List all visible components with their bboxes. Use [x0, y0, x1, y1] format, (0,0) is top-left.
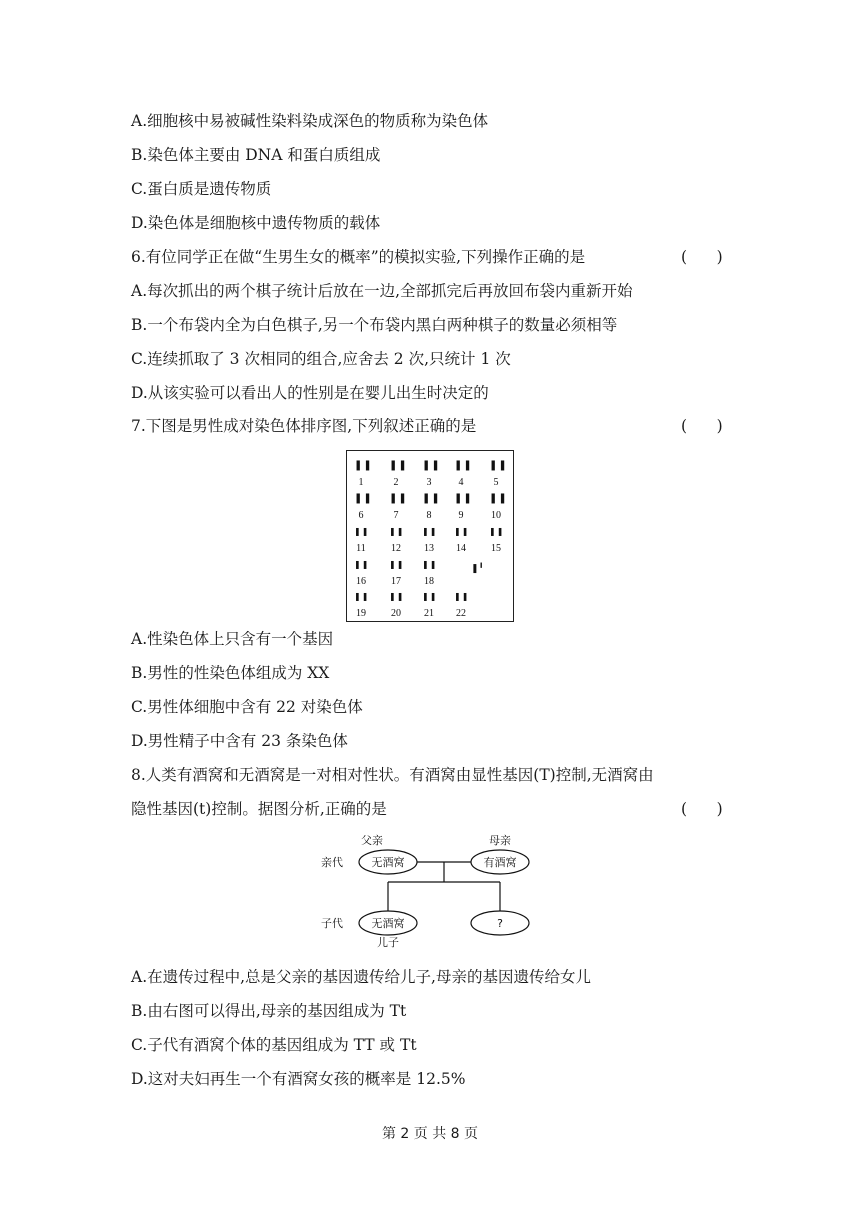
chromosome-pair-6: ❚❚ [354, 493, 373, 504]
karyotype-figure [346, 450, 514, 622]
chromosome-pair-20: ❚❚ [389, 592, 405, 601]
chromosome-number-6: 6 [358, 510, 364, 521]
q5-option-c: C.蛋白质是遗传物质 [131, 180, 272, 198]
q8-answer-paren: ( ) [681, 800, 723, 818]
chromosome-pair-12: ❚❚ [389, 527, 405, 536]
q8-option-a: A.在遗传过程中,总是父亲的基因遗传给儿子,母亲的基因遗传给女儿 [131, 968, 591, 986]
chromosome-number-1: 1 [358, 477, 364, 488]
q8-stem-line1: 8.人类有酒窝和无酒窝是一对相对性状。有酒窝由显性基因(T)控制,无酒窝由 [131, 766, 654, 784]
chromosome-number-22: 22 [456, 608, 466, 619]
chromosome-pair-19: ❚❚ [354, 592, 370, 601]
q6-answer-paren: ( ) [681, 248, 723, 266]
q7-option-c: C.男性体细胞中含有 22 对染色体 [131, 698, 363, 716]
chromosome-pair-2: ❚❚ [389, 460, 408, 471]
q8-stem-line2: 隐性基因(t)控制。据图分析,正确的是 [131, 800, 387, 818]
chromosome-number-2: 2 [393, 477, 399, 488]
q8-option-b: B.由右图可以得出,母亲的基因组成为 Tt [131, 1002, 407, 1020]
q6-option-d: D.从该实验可以看出人的性别是在婴儿出生时决定的 [131, 384, 489, 402]
q7-option-d: D.男性精子中含有 23 条染色体 [131, 732, 348, 750]
q7-option-a: A.性染色体上只含有一个基因 [131, 630, 334, 648]
q5-option-d: D.染色体是细胞核中遗传物质的载体 [131, 214, 381, 232]
chromosome-number-20: 20 [391, 608, 401, 619]
chromosome-pair-22: ❚❚ [454, 592, 470, 601]
chromosome-pair-18: ❚❚ [422, 560, 438, 569]
chromosome-number-17: 17 [391, 576, 401, 587]
chromosome-number-16: 16 [356, 576, 366, 587]
chromosome-pair-17: ❚❚ [389, 560, 405, 569]
q5-option-a: A.细胞核中易被碱性染料染成深色的物质称为染色体 [131, 112, 489, 130]
chromosome-number-4: 4 [458, 477, 464, 488]
chromosome-pair-11: ❚❚ [354, 527, 370, 536]
chromosome-pair-4: ❚❚ [454, 460, 473, 471]
q8-option-c: C.子代有酒窝个体的基因组成为 TT 或 Tt [131, 1036, 417, 1054]
page-footer: 第 2 页 共 8 页 [381, 1126, 479, 1142]
chromosome-pair-9: ❚❚ [454, 493, 473, 504]
chromosome-number-3: 3 [426, 477, 432, 488]
chromosome-number-21: 21 [424, 608, 434, 619]
chromosome-number-18: 18 [424, 576, 434, 587]
chromosome-number-15: 15 [491, 543, 501, 554]
chromosome-pair-3: ❚❚ [422, 460, 441, 471]
chromosome-number-9: 9 [458, 510, 464, 521]
chromosome-pair-7: ❚❚ [389, 493, 408, 504]
chromosome-number-8: 8 [426, 510, 432, 521]
q8-option-d: D.这对夫妇再生一个有酒窝女孩的概率是 12.5% [131, 1070, 466, 1088]
chromosome-pair-8: ❚❚ [422, 493, 441, 504]
son-trait: 无酒窝 [371, 917, 405, 930]
q6-option-c: C.连续抓取了 3 次相同的组合,应舍去 2 次,只统计 1 次 [131, 350, 511, 368]
q5-option-b: B.染色体主要由 DNA 和蛋白质组成 [131, 146, 381, 164]
father-label: 父亲 [361, 834, 383, 847]
chromosome-pair-15: ❚❚ [489, 527, 505, 536]
sex-chromosome-pair: ❚╹ [471, 564, 484, 574]
chromosome-pair-21: ❚❚ [422, 592, 438, 601]
chromosome-pair-13: ❚❚ [422, 527, 438, 536]
chromosome-number-11: 11 [356, 543, 366, 554]
son-label: 儿子 [377, 936, 399, 949]
chromosome-pair-16: ❚❚ [354, 560, 370, 569]
chromosome-number-7: 7 [393, 510, 399, 521]
q6-option-b: B.一个布袋内全为白色棋子,另一个布袋内黑白两种棋子的数量必须相等 [131, 316, 618, 334]
chromosome-pair-1: ❚❚ [354, 460, 373, 471]
q7-answer-paren: ( ) [681, 417, 723, 435]
mother-label: 母亲 [489, 834, 511, 847]
father-trait: 无酒窝 [371, 856, 405, 869]
chromosome-number-13: 13 [424, 543, 434, 554]
chromosome-number-12: 12 [391, 543, 401, 554]
chromosome-number-10: 10 [491, 510, 501, 521]
chromosome-number-19: 19 [356, 608, 366, 619]
chromosome-pair-10: ❚❚ [489, 493, 508, 504]
chromosome-pair-5: ❚❚ [489, 460, 508, 471]
pedigree-diagram [320, 830, 540, 950]
unknown-child-mark: ? [497, 917, 503, 930]
q7-option-b: B.男性的性染色体组成为 XX [131, 664, 330, 682]
q7-stem: 7.下图是男性成对染色体排序图,下列叙述正确的是 [131, 417, 477, 435]
q6-stem: 6.有位同学正在做“生男生女的概率”的模拟实验,下列操作正确的是 [131, 248, 586, 266]
q6-option-a: A.每次抓出的两个棋子统计后放在一边,全部抓完后再放回布袋内重新开始 [131, 282, 633, 300]
chromosome-number-5: 5 [493, 477, 499, 488]
chromosome-pair-14: ❚❚ [454, 527, 470, 536]
chromosome-number-14: 14 [456, 543, 466, 554]
parent-generation-label: 亲代 [321, 856, 343, 869]
child-generation-label: 子代 [321, 917, 343, 930]
mother-trait: 有酒窝 [483, 856, 517, 869]
